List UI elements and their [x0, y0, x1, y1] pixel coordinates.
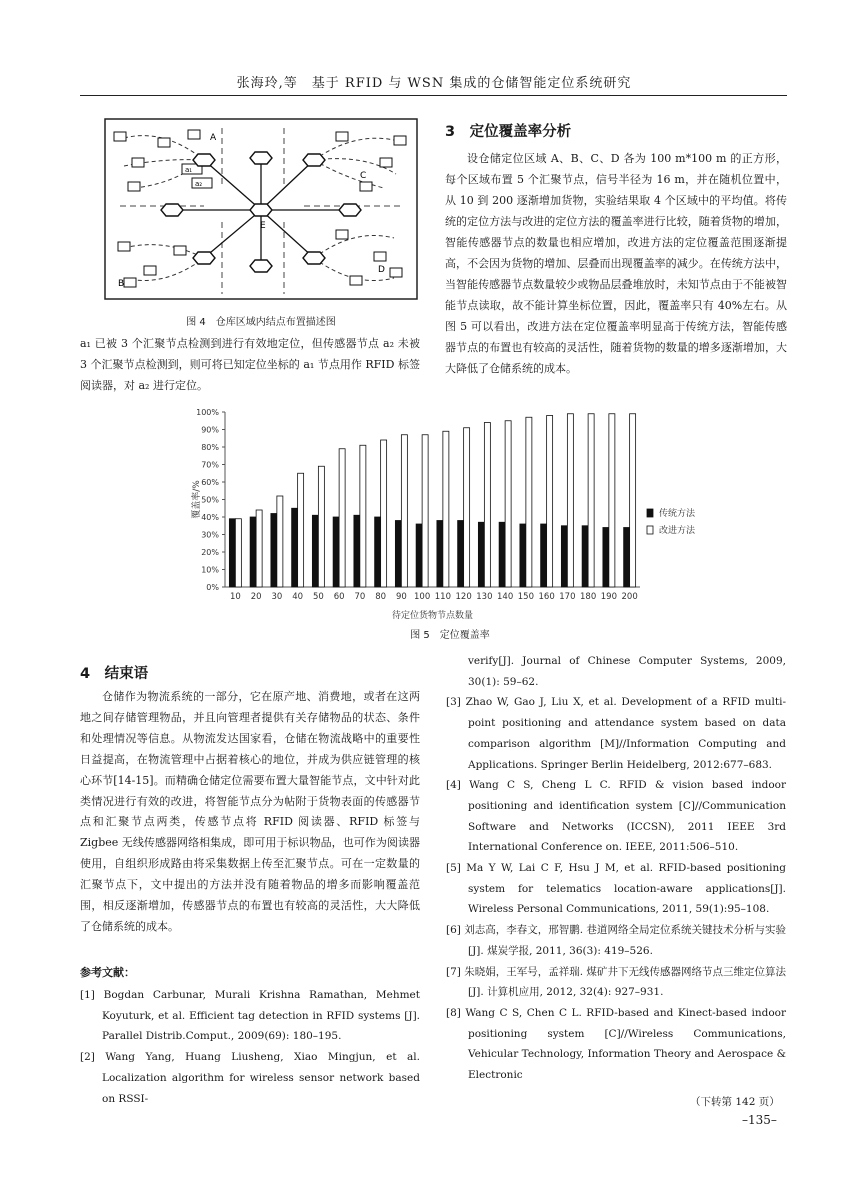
- figure-4-caption: 图 4 仓库区域内结点布置描述图: [186, 317, 336, 328]
- reference-6: [6] 刘志高，李春文，邢智鹏. 巷道网络全局定位系统关键技术分析与实验[J]. 煤炭学报, 2011, 36(3): 419–526.: [446, 924, 786, 957]
- x-axis-label: 待定位货物节点数量: [391, 611, 474, 621]
- bar-traditional: [499, 522, 505, 587]
- x-tick-label: 150: [517, 592, 534, 602]
- x-tick-label: 180: [580, 592, 597, 602]
- running-header: 张海玲,等 基于 RFID 与 WSN 集成的仓储智能定位系统研究: [236, 76, 632, 91]
- bar-traditional: [520, 524, 526, 587]
- x-tick-label: 140: [497, 592, 514, 602]
- x-tick-label: 120: [455, 592, 472, 602]
- references-left: [80, 985, 420, 1109]
- bar-traditional: [603, 528, 609, 588]
- bar-improved: [401, 435, 407, 587]
- bar-improved: [567, 414, 573, 587]
- region-label-b: B: [118, 279, 125, 289]
- x-tick-label: 130: [476, 592, 493, 602]
- bar-improved: [588, 414, 594, 587]
- reference-1: [1] Bogdan Carbunar, Murali Krishna Ramathan, Mehmet Koyuturk, et al. Efficient tag detection in RFID systems [J]. Parallel Distrib.Comput., 2009(69): 180–195.: [80, 989, 420, 1043]
- bar-traditional: [582, 526, 588, 587]
- left-paragraph: a₁ 已被 3 个汇聚节点检测到进行有效地定位，但传感器节点 a₂ 未被 3 个汇聚节点检测到，则可将已知定位坐标的 a₁ 节点用作 RFID 标签阅读器，对 a₂ 进行定位。: [80, 337, 420, 392]
- bar-traditional: [375, 517, 381, 587]
- section-4-paragraph: 仓储作为物流系统的一部分，它在原产地、消费地，或者在这两地之间存储管理物品，并且向管理者提供有关存储物品的状态、条件和处理情况等信息。从物流发达国家看，仓储在物流战略中的重要性日益提高，在物流管理中占据着核心的地位，并成为供应链管理的核心环节[14-15]。而精确仓储定位需要布置大量智能节点，文中针对此类情况进行有效的改进，将智能节点分为帖附于货物表面的传感器节点和汇聚节点两类，传感节点将 RFID 阅读器、RFID 标签与 Zigbee 无线传感器网络相集成，即可用于标识物品，也可作为阅读器使用，自组织形成路由将采集数据上传至汇聚节点。可在一定数量的汇聚节点下，文中提出的方法并没有随着物品的增多而影响覆盖范围，相反逐渐增加，传感器节点的布置也有较高的灵活性，大大降低了仓储系统的成本。: [80, 690, 420, 933]
- bar-traditional: [478, 522, 484, 587]
- legend-swatch: [647, 526, 653, 534]
- reference-2: [2] Wang Yang, Huang Liusheng, Xiao Mingjun, et al. Localization algorithm for wireless sensor network based on RSSI-: [80, 1051, 420, 1105]
- y-tick-label: 90%: [201, 425, 219, 435]
- region-label-d: D: [378, 265, 385, 275]
- x-tick-label: 80: [375, 592, 387, 602]
- figure-4: [104, 118, 418, 300]
- reference-8: [8] Wang C S, Chen C L. RFID-based and Kinect-based indoor positioning system [C]//Wireless Communications, Vehicular Technology, Information Theory and Aerospace & Electronic: [446, 1006, 786, 1082]
- y-tick-label: 10%: [201, 565, 219, 575]
- page-number: –135–: [742, 1113, 777, 1127]
- bar-traditional: [250, 517, 256, 587]
- x-tick-label: 190: [600, 592, 617, 602]
- bar-traditional: [333, 517, 339, 587]
- region-label-e: E: [260, 221, 266, 231]
- x-tick-label: 100: [414, 592, 431, 602]
- bar-improved: [235, 519, 241, 587]
- reference-3: [3] Zhao W, Gao J, Liu X, et al. Development of a RFID multi-point positioning and attendance system based on data comparison algorithm [M]//Information Computing and Applications. Springer Berlin Heidelberg, 2012:677–683.: [446, 696, 786, 771]
- x-tick-label: 10: [229, 592, 241, 602]
- bar-traditional: [395, 521, 401, 588]
- bar-improved: [505, 421, 511, 587]
- bar-improved: [422, 435, 428, 587]
- x-tick-label: 30: [271, 592, 283, 602]
- bar-traditional: [292, 508, 298, 587]
- bar-improved: [277, 496, 283, 587]
- bar-traditional: [624, 528, 630, 588]
- bar-improved: [464, 428, 470, 587]
- x-tick-label: 200: [621, 592, 638, 602]
- node-label-a1: a₁: [185, 166, 193, 174]
- legend-swatch: [647, 509, 653, 517]
- bar-traditional: [541, 524, 547, 587]
- figure-5-caption: 图 5 定位覆盖率: [410, 630, 490, 641]
- x-tick-label: 20: [250, 592, 262, 602]
- bar-traditional: [437, 521, 443, 588]
- bar-improved: [484, 423, 490, 588]
- bar-traditional: [271, 514, 277, 588]
- y-tick-label: 100%: [196, 408, 219, 417]
- bar-traditional: [561, 526, 567, 587]
- x-tick-label: 90: [395, 592, 407, 602]
- reference-7: [7] 朱晓娟，王军号，孟祥瑞. 煤矿井下无线传感器网络节点三维定位算法[J]. 计算机应用, 2012, 32(4): 927–931.: [446, 965, 786, 999]
- section-3-title: 3 定位覆盖率分析: [445, 124, 572, 140]
- bar-improved: [360, 445, 366, 587]
- y-tick-label: 30%: [201, 530, 219, 540]
- x-tick-label: 70: [354, 592, 366, 602]
- x-tick-label: 170: [559, 592, 576, 602]
- section-3-paragraph: 设仓储定位区域 A、B、C、D 各为 100 m*100 m 的正方形，每个区域布置 5 个汇聚节点，信号半径为 16 m，并在随机位置中，从 10 到 200 逐渐增加货物，实验结果取 4 个区域中的平均值。将传统的定位方法与改进的定位方法的覆盖率进行比较，随着货物的增加，智能传感器节点的数量也相应增加，改进方法的定位覆盖范围逐渐提高，不会因为货物的增加、层叠而出现覆盖率的减少。在传统方法中，当智能传感器节点数量较少或物品层叠堆放时，未知节点由于不能被智能节点读取，故不能计算坐标位置，因此，覆盖率只有 40%左右。从图 5 可以看出，改进方法在定位覆盖率明显高于传统方法，智能传感器节点的布置也有较高的灵活性，随着货物的数量的增多逐渐增加，大大降低了仓储系统的成本。: [445, 152, 787, 375]
- legend-label: 改进方法: [659, 526, 696, 536]
- legend-label: 传统方法: [659, 509, 696, 519]
- bar-improved: [609, 414, 615, 587]
- section-4-title: 4 结束语: [80, 666, 149, 682]
- reference-4: [4] Wang C S, Cheng L C. RFID & vision based indoor positioning and identification system [C]//Communication Software and Networks (ICCSN), 2011 IEEE 3rd International Conference on. IEEE, 2011:506–510.: [446, 779, 786, 854]
- bar-improved: [256, 510, 262, 587]
- x-tick-label: 110: [434, 592, 451, 602]
- bar-traditional: [354, 515, 360, 587]
- bar-traditional: [312, 515, 318, 587]
- bar-improved: [547, 416, 553, 588]
- bar-improved: [443, 431, 449, 587]
- y-tick-label: 60%: [201, 478, 219, 487]
- references-right: [446, 651, 786, 1086]
- x-tick-label: 40: [292, 592, 304, 602]
- y-tick-label: 20%: [201, 548, 219, 557]
- bar-traditional: [458, 521, 464, 588]
- figure-5-chart: [185, 404, 715, 626]
- y-tick-label: 0%: [206, 583, 219, 592]
- continued-note: （下转第 142 页）: [690, 1096, 780, 1108]
- bar-improved: [318, 466, 324, 587]
- reference-5: [5] Ma Y W, Lai C F, Hsu J M, et al. RFID-based positioning system for telematics location-aware applications[J]. Wireless Personal Communications, 2011, 59(1):95–108.: [446, 862, 786, 916]
- bar-traditional: [416, 524, 422, 587]
- bar-improved: [381, 440, 387, 587]
- region-label-c: C: [360, 171, 367, 181]
- x-tick-label: 60: [333, 592, 345, 602]
- bar-improved: [526, 417, 532, 587]
- y-tick-label: 40%: [201, 513, 219, 522]
- y-tick-label: 50%: [201, 495, 219, 505]
- bar-traditional: [229, 519, 235, 587]
- region-label-a: A: [210, 133, 217, 143]
- y-tick-label: 70%: [201, 460, 219, 470]
- y-tick-label: 80%: [201, 443, 219, 452]
- reference-2-continued: verify[J]. Journal of Chinese Computer Systems, 2009, 30(1): 59–62.: [468, 655, 786, 688]
- references-heading: 参考文献：: [80, 966, 135, 979]
- bar-improved: [339, 449, 345, 587]
- header-rule: [80, 95, 787, 96]
- node-label-a2: a₂: [195, 180, 203, 188]
- bar-improved: [298, 473, 304, 587]
- x-tick-label: 50: [312, 592, 324, 602]
- y-axis-label: 覆盖率/%: [192, 480, 202, 519]
- bar-improved: [630, 414, 636, 587]
- x-tick-label: 160: [538, 592, 555, 602]
